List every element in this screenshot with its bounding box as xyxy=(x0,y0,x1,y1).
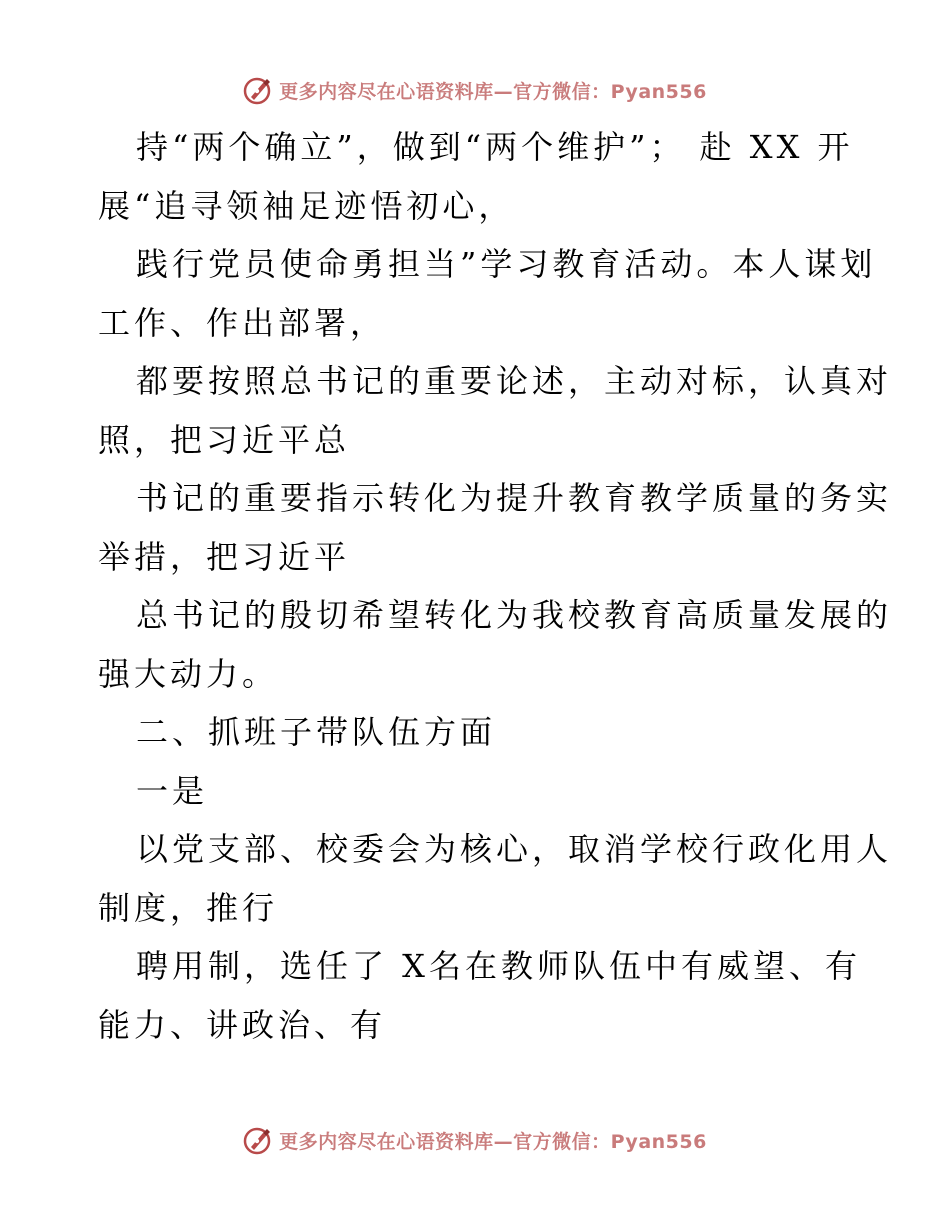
text-line: 二、抓班子带队伍方面 xyxy=(136,713,497,751)
watermark-text: 更多内容尽在心语资料库—官方微信：Pyan556 xyxy=(279,1130,707,1153)
pen-in-circle-logo xyxy=(243,75,273,105)
text-line: 以党支部、校委会为核心，取消学校行政化用人 xyxy=(136,830,893,868)
text-line: 持“两个确立”，做到“两个维护”； 赴 XX 开 xyxy=(136,128,854,166)
document-body xyxy=(98,118,893,1054)
text-line: 都要按照总书记的重要论述，主动对标，认真对 xyxy=(136,362,893,400)
watermark-group xyxy=(243,1125,707,1155)
text-line: 一是 xyxy=(136,771,209,810)
text-line: 举措，把习近平 xyxy=(98,537,351,576)
text-line: 制度，推行 xyxy=(98,888,279,927)
text-line: 践行党员使命勇担当”学习教育活动。本人谋划 xyxy=(136,245,877,283)
text-line: 书记的重要指示转化为提升教育教学质量的务实 xyxy=(136,479,893,517)
text-line: 总书记的殷切希望转化为我校教育高质量发展的 xyxy=(136,596,893,634)
watermark-group xyxy=(243,75,707,105)
text-line: 工作、作出部署， xyxy=(98,303,387,342)
text-line: 展“追寻领袖足迹悟初心， xyxy=(98,186,515,225)
footer-watermark xyxy=(0,1120,950,1160)
pen-in-circle-logo xyxy=(243,1125,273,1155)
text-line: 照，把习近平总 xyxy=(98,420,351,459)
header-watermark xyxy=(0,70,950,110)
text-line: 强大动力。 xyxy=(98,654,279,693)
text-line: 能力、讲政治、有 xyxy=(98,1005,387,1044)
text-line: 聘用制，选任了 X名在教师队伍中有威望、有 xyxy=(136,947,861,985)
watermark-text: 更多内容尽在心语资料库—官方微信：Pyan556 xyxy=(279,80,707,103)
